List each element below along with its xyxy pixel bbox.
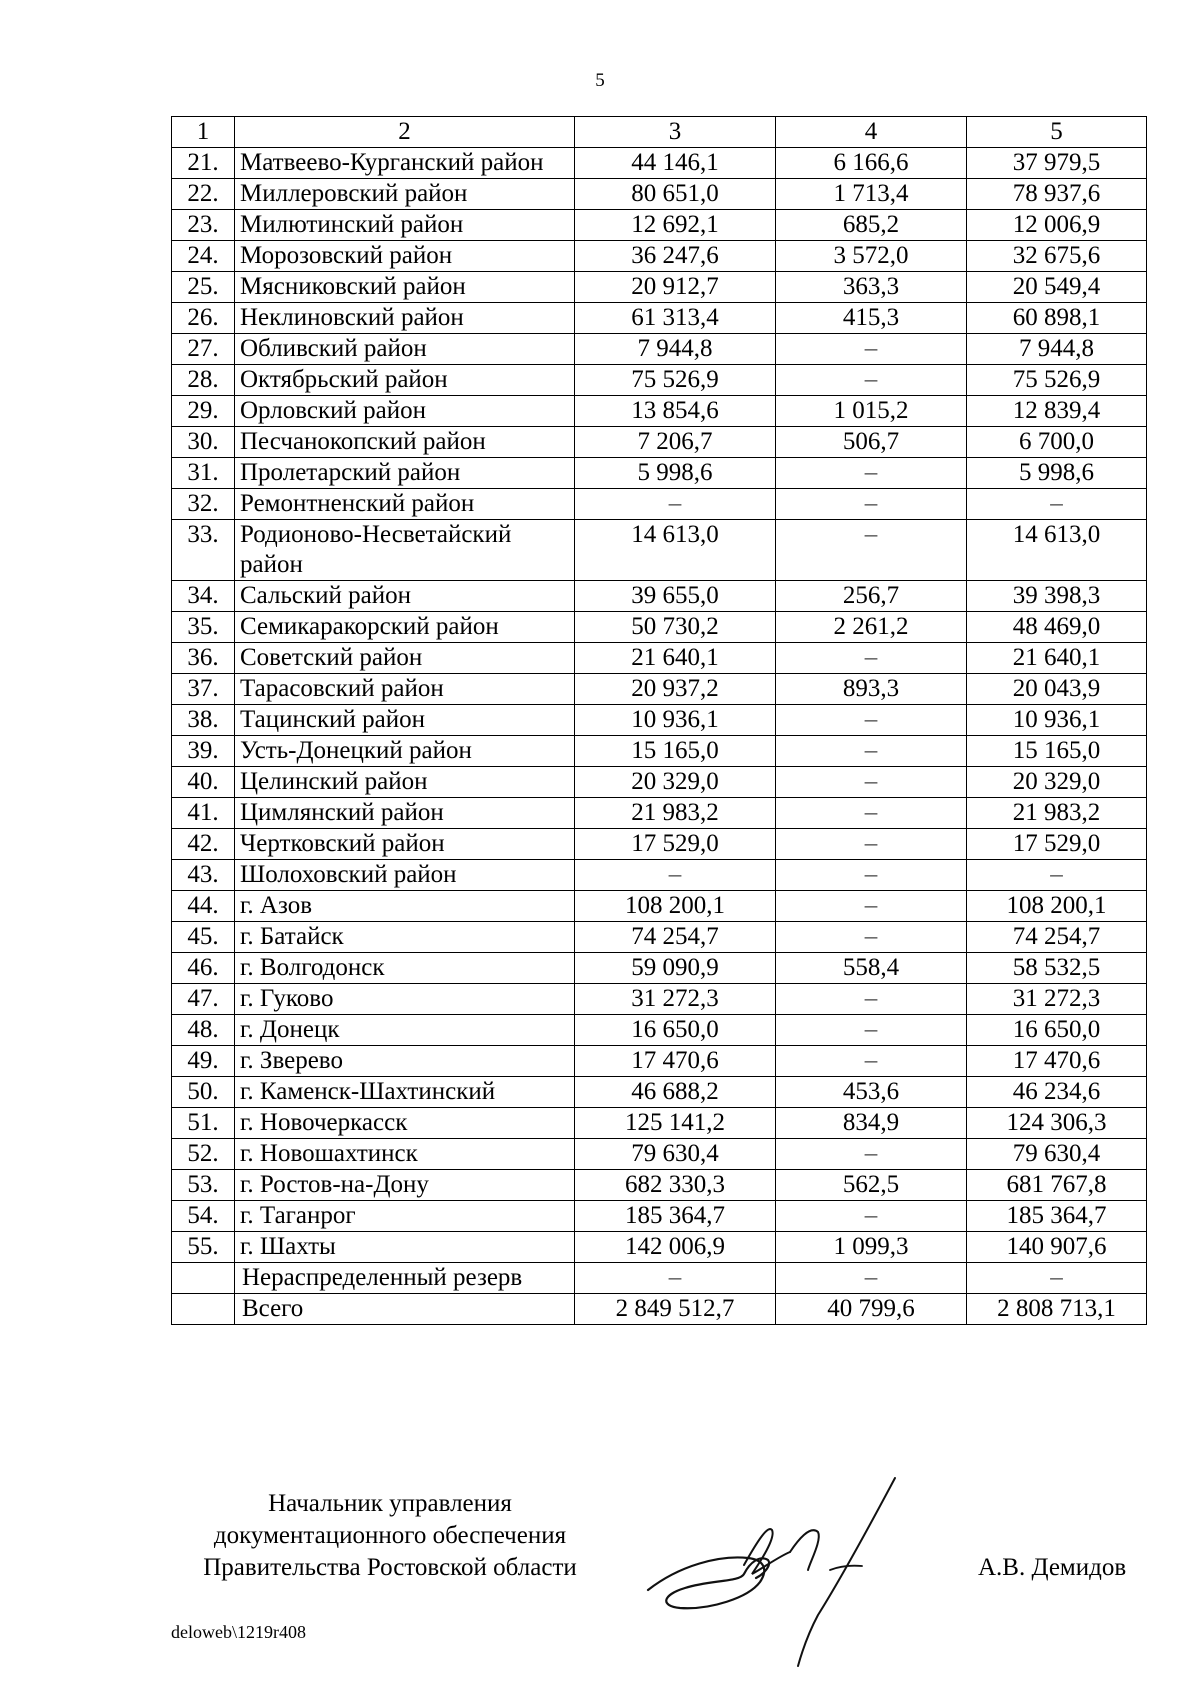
value-cell-col4: 256,7: [776, 581, 967, 612]
district-name-cell: г. Азов: [235, 891, 575, 922]
table-row: [172, 643, 1147, 674]
value-cell-col5: 681 767,8: [967, 1170, 1147, 1201]
signatory-title: [170, 1488, 610, 1584]
value-cell-col3: 7 206,7: [575, 427, 776, 458]
district-name-cell: Тацинский район: [235, 705, 575, 736]
value-cell-col4: –: [776, 1139, 967, 1170]
value-cell-col5: 21 640,1: [967, 643, 1147, 674]
signatory-title-line: Правительства Ростовской области: [203, 1554, 577, 1581]
table-header-row: [172, 117, 1147, 148]
header-cell: 3: [575, 117, 776, 148]
district-name-cell: Цимлянский район: [235, 798, 575, 829]
value-cell-col4: –: [776, 1015, 967, 1046]
value-cell-col3: 80 651,0: [575, 179, 776, 210]
table-row: [172, 984, 1147, 1015]
row-number-cell: 51.: [172, 1108, 235, 1139]
row-number-cell: 43.: [172, 860, 235, 891]
value-cell-col3: 31 272,3: [575, 984, 776, 1015]
value-cell-col3: 16 650,0: [575, 1015, 776, 1046]
value-cell-col3: 39 655,0: [575, 581, 776, 612]
row-number-cell: 44.: [172, 891, 235, 922]
district-name-cell: Тарасовский район: [235, 674, 575, 705]
value-cell-col3: 20 937,2: [575, 674, 776, 705]
value-cell-col4: –: [776, 643, 967, 674]
table-row: [172, 334, 1147, 365]
value-cell-col3: 61 313,4: [575, 303, 776, 334]
value-cell-col4: 6 166,6: [776, 148, 967, 179]
district-name-cell: Пролетарский район: [235, 458, 575, 489]
header-cell: 5: [967, 117, 1147, 148]
value-cell-col3: 108 200,1: [575, 891, 776, 922]
row-number-cell: [172, 1294, 235, 1325]
row-number-cell: [172, 1263, 235, 1294]
row-number-cell: 40.: [172, 767, 235, 798]
value-cell-col5: 14 613,0: [967, 520, 1147, 581]
value-cell-col4: 1 099,3: [776, 1232, 967, 1263]
value-cell-col4: –: [776, 489, 967, 520]
row-number-cell: 32.: [172, 489, 235, 520]
row-number-cell: 52.: [172, 1139, 235, 1170]
value-cell-col3: 44 146,1: [575, 148, 776, 179]
value-cell-col3: 5 998,6: [575, 458, 776, 489]
district-name-cell: Нераспределенный резерв: [235, 1263, 575, 1294]
row-number-cell: 46.: [172, 953, 235, 984]
value-cell-col4: 685,2: [776, 210, 967, 241]
table-row: [172, 210, 1147, 241]
value-cell-col4: 40 799,6: [776, 1294, 967, 1325]
value-cell-col5: 39 398,3: [967, 581, 1147, 612]
value-cell-col4: –: [776, 520, 967, 581]
row-number-cell: 24.: [172, 241, 235, 272]
row-number-cell: 42.: [172, 829, 235, 860]
value-cell-col5: 124 306,3: [967, 1108, 1147, 1139]
row-number-cell: 49.: [172, 1046, 235, 1077]
value-cell-col3: 59 090,9: [575, 953, 776, 984]
district-name-cell: Ремонтненский район: [235, 489, 575, 520]
table-row: [172, 1046, 1147, 1077]
district-name-cell: Милютинский район: [235, 210, 575, 241]
value-cell-col3: 46 688,2: [575, 1077, 776, 1108]
table-row: [172, 241, 1147, 272]
value-cell-col5: –: [967, 1263, 1147, 1294]
table-row: [172, 705, 1147, 736]
value-cell-col5: 16 650,0: [967, 1015, 1147, 1046]
row-number-cell: 53.: [172, 1170, 235, 1201]
table-row: [172, 489, 1147, 520]
value-cell-col3: 74 254,7: [575, 922, 776, 953]
value-cell-col4: –: [776, 1263, 967, 1294]
value-cell-col4: 558,4: [776, 953, 967, 984]
row-number-cell: 31.: [172, 458, 235, 489]
value-cell-col4: –: [776, 984, 967, 1015]
district-name-cell: Всего: [235, 1294, 575, 1325]
value-cell-col5: 2 808 713,1: [967, 1294, 1147, 1325]
value-cell-col3: 36 247,6: [575, 241, 776, 272]
district-name-cell: г. Зверево: [235, 1046, 575, 1077]
value-cell-col3: 7 944,8: [575, 334, 776, 365]
signer-name: А.В. Демидов: [978, 1554, 1127, 1581]
table-row: [172, 1015, 1147, 1046]
row-number-cell: 33.: [172, 520, 235, 581]
value-cell-col4: 562,5: [776, 1170, 967, 1201]
value-cell-col4: –: [776, 922, 967, 953]
value-cell-col3: 20 329,0: [575, 767, 776, 798]
district-name-cell: Орловский район: [235, 396, 575, 427]
district-name-cell: г. Гуково: [235, 984, 575, 1015]
district-name-cell: Неклиновский район: [235, 303, 575, 334]
value-cell-col5: 10 936,1: [967, 705, 1147, 736]
value-cell-col3: 682 330,3: [575, 1170, 776, 1201]
row-number-cell: 25.: [172, 272, 235, 303]
district-name-cell: Октябрьский район: [235, 365, 575, 396]
table-row: [172, 427, 1147, 458]
value-cell-col4: –: [776, 860, 967, 891]
district-name-cell: Чертковский район: [235, 829, 575, 860]
signatory-title-line: документационного обеспечения: [213, 1522, 567, 1549]
value-cell-col5: 58 532,5: [967, 953, 1147, 984]
table-row: [172, 860, 1147, 891]
value-cell-col4: 415,3: [776, 303, 967, 334]
value-cell-col4: 2 261,2: [776, 612, 967, 643]
value-cell-col4: 3 572,0: [776, 241, 967, 272]
table-row: [172, 1294, 1147, 1325]
value-cell-col3: 12 692,1: [575, 210, 776, 241]
value-cell-col4: –: [776, 334, 967, 365]
value-cell-col4: –: [776, 798, 967, 829]
value-cell-col4: –: [776, 1046, 967, 1077]
row-number-cell: 45.: [172, 922, 235, 953]
district-name-cell: Песчанокопский район: [235, 427, 575, 458]
value-cell-col4: –: [776, 891, 967, 922]
district-name-cell: г. Ростов-на-Дону: [235, 1170, 575, 1201]
value-cell-col5: 185 364,7: [967, 1201, 1147, 1232]
district-name-cell: Матвеево-Курганский район: [235, 148, 575, 179]
table-row: [172, 396, 1147, 427]
table-row: [172, 303, 1147, 334]
page-number: 5: [595, 70, 605, 91]
value-cell-col5: 20 549,4: [967, 272, 1147, 303]
table-row: [172, 1170, 1147, 1201]
table-row: [172, 365, 1147, 396]
table-row: [172, 581, 1147, 612]
table-row: [172, 458, 1147, 489]
row-number-cell: 39.: [172, 736, 235, 767]
row-number-cell: 48.: [172, 1015, 235, 1046]
value-cell-col3: –: [575, 860, 776, 891]
value-cell-col5: 17 470,6: [967, 1046, 1147, 1077]
value-cell-col4: 363,3: [776, 272, 967, 303]
value-cell-col3: –: [575, 1263, 776, 1294]
row-number-cell: 21.: [172, 148, 235, 179]
value-cell-col5: 5 998,6: [967, 458, 1147, 489]
table-row: [172, 1108, 1147, 1139]
row-number-cell: 23.: [172, 210, 235, 241]
value-cell-col5: 74 254,7: [967, 922, 1147, 953]
value-cell-col3: –: [575, 489, 776, 520]
value-cell-col3: 125 141,2: [575, 1108, 776, 1139]
value-cell-col5: 20 329,0: [967, 767, 1147, 798]
row-number-cell: 47.: [172, 984, 235, 1015]
row-number-cell: 28.: [172, 365, 235, 396]
value-cell-col5: 17 529,0: [967, 829, 1147, 860]
row-number-cell: 38.: [172, 705, 235, 736]
district-name-cell: г. Каменск-Шахтинский: [235, 1077, 575, 1108]
row-number-cell: 54.: [172, 1201, 235, 1232]
value-cell-col3: 142 006,9: [575, 1232, 776, 1263]
row-number-cell: 34.: [172, 581, 235, 612]
value-cell-col5: 78 937,6: [967, 179, 1147, 210]
district-name-cell: Усть-Донецкий район: [235, 736, 575, 767]
value-cell-col4: –: [776, 458, 967, 489]
value-cell-col4: –: [776, 829, 967, 860]
value-cell-col4: 453,6: [776, 1077, 967, 1108]
row-number-cell: 26.: [172, 303, 235, 334]
value-cell-col3: 10 936,1: [575, 705, 776, 736]
table-row: [172, 767, 1147, 798]
district-name-cell: Целинский район: [235, 767, 575, 798]
value-cell-col4: –: [776, 767, 967, 798]
value-cell-col3: 13 854,6: [575, 396, 776, 427]
value-cell-col5: 6 700,0: [967, 427, 1147, 458]
value-cell-col5: 37 979,5: [967, 148, 1147, 179]
table-row: [172, 922, 1147, 953]
value-cell-col3: 185 364,7: [575, 1201, 776, 1232]
row-number-cell: 27.: [172, 334, 235, 365]
value-cell-col4: 1 015,2: [776, 396, 967, 427]
value-cell-col5: 31 272,3: [967, 984, 1147, 1015]
value-cell-col4: 506,7: [776, 427, 967, 458]
table-row: [172, 1139, 1147, 1170]
value-cell-col5: 108 200,1: [967, 891, 1147, 922]
value-cell-col3: 79 630,4: [575, 1139, 776, 1170]
value-cell-col4: 834,9: [776, 1108, 967, 1139]
district-name-cell: Семикаракорский район: [235, 612, 575, 643]
value-cell-col4: –: [776, 365, 967, 396]
table-row: [172, 612, 1147, 643]
table-body: [172, 117, 1147, 1325]
value-cell-col5: 15 165,0: [967, 736, 1147, 767]
handwritten-signature: [640, 1470, 940, 1670]
value-cell-col5: 48 469,0: [967, 612, 1147, 643]
header-cell: 4: [776, 117, 967, 148]
table-row: [172, 1263, 1147, 1294]
table-row: [172, 674, 1147, 705]
value-cell-col5: 12 839,4: [967, 396, 1147, 427]
row-number-cell: 30.: [172, 427, 235, 458]
table-row: [172, 798, 1147, 829]
value-cell-col3: 2 849 512,7: [575, 1294, 776, 1325]
table-row: [172, 1232, 1147, 1263]
value-cell-col3: 21 983,2: [575, 798, 776, 829]
table-row: [172, 953, 1147, 984]
value-cell-col5: 79 630,4: [967, 1139, 1147, 1170]
value-cell-col4: 893,3: [776, 674, 967, 705]
row-number-cell: 35.: [172, 612, 235, 643]
value-cell-col5: 46 234,6: [967, 1077, 1147, 1108]
value-cell-col3: 17 470,6: [575, 1046, 776, 1077]
allocation-table: [171, 116, 1147, 1325]
value-cell-col4: –: [776, 1201, 967, 1232]
header-cell: 1: [172, 117, 235, 148]
value-cell-col5: 21 983,2: [967, 798, 1147, 829]
district-name-cell: г. Таганрог: [235, 1201, 575, 1232]
table-row: [172, 736, 1147, 767]
district-name-cell: г. Донецк: [235, 1015, 575, 1046]
row-number-cell: 36.: [172, 643, 235, 674]
row-number-cell: 29.: [172, 396, 235, 427]
value-cell-col3: 17 529,0: [575, 829, 776, 860]
table-row: [172, 1201, 1147, 1232]
value-cell-col5: 140 907,6: [967, 1232, 1147, 1263]
value-cell-col4: 1 713,4: [776, 179, 967, 210]
signatory-title-line: Начальник управления: [268, 1490, 512, 1517]
value-cell-col5: 12 006,9: [967, 210, 1147, 241]
district-name-cell: г. Волгодонск: [235, 953, 575, 984]
row-number-cell: 22.: [172, 179, 235, 210]
value-cell-col3: 75 526,9: [575, 365, 776, 396]
table-row: [172, 520, 1147, 581]
district-name-cell: Мясниковский район: [235, 272, 575, 303]
district-name-cell: г. Батайск: [235, 922, 575, 953]
district-name-cell: Обливский район: [235, 334, 575, 365]
value-cell-col5: –: [967, 489, 1147, 520]
value-cell-col5: –: [967, 860, 1147, 891]
district-name-cell: Шолоховский район: [235, 860, 575, 891]
value-cell-col3: 14 613,0: [575, 520, 776, 581]
value-cell-col5: 60 898,1: [967, 303, 1147, 334]
value-cell-col3: 20 912,7: [575, 272, 776, 303]
table-row: [172, 148, 1147, 179]
district-name-cell: г. Шахты: [235, 1232, 575, 1263]
value-cell-col5: 7 944,8: [967, 334, 1147, 365]
row-number-cell: 37.: [172, 674, 235, 705]
value-cell-col5: 32 675,6: [967, 241, 1147, 272]
value-cell-col5: 75 526,9: [967, 365, 1147, 396]
row-number-cell: 41.: [172, 798, 235, 829]
value-cell-col4: –: [776, 705, 967, 736]
table-row: [172, 829, 1147, 860]
table-row: [172, 179, 1147, 210]
district-name-cell: г. Новошахтинск: [235, 1139, 575, 1170]
district-name-cell: Сальский район: [235, 581, 575, 612]
district-name-cell: Родионово-Несветайский район: [235, 520, 575, 581]
district-name-cell: Советский район: [235, 643, 575, 674]
header-cell: 2: [235, 117, 575, 148]
district-name-cell: г. Новочеркасск: [235, 1108, 575, 1139]
row-number-cell: 55.: [172, 1232, 235, 1263]
table-row: [172, 1077, 1147, 1108]
document-code: deloweb\1219r408: [171, 1622, 306, 1642]
value-cell-col5: 20 043,9: [967, 674, 1147, 705]
district-name-cell: Морозовский район: [235, 241, 575, 272]
value-cell-col4: –: [776, 736, 967, 767]
value-cell-col3: 50 730,2: [575, 612, 776, 643]
district-name-cell: Миллеровский район: [235, 179, 575, 210]
table-row: [172, 891, 1147, 922]
table-row: [172, 272, 1147, 303]
row-number-cell: 50.: [172, 1077, 235, 1108]
value-cell-col3: 21 640,1: [575, 643, 776, 674]
value-cell-col3: 15 165,0: [575, 736, 776, 767]
